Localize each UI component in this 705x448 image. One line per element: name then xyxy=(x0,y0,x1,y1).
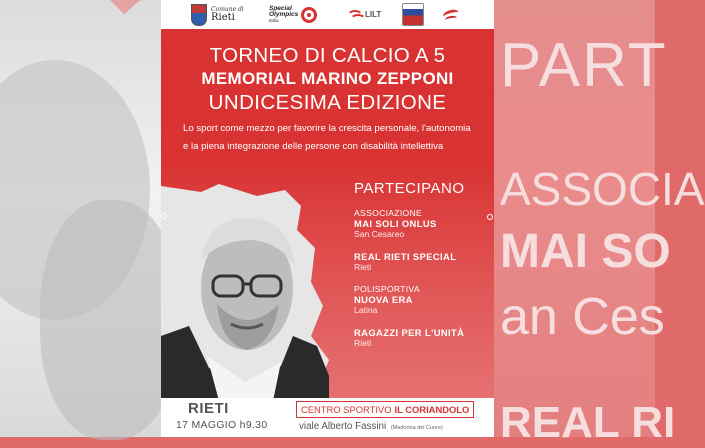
wing-logo xyxy=(443,3,461,26)
lilt-logo xyxy=(347,3,381,26)
participant-name: MAI SOLI ONLUS xyxy=(354,218,437,229)
special-text: Special xyxy=(269,4,292,12)
venue-name: IL CORIANDOLO xyxy=(394,404,470,415)
participant-prefix: ASSOCIAZIONE xyxy=(354,208,423,218)
subtitle-line: Lo sport come mezzo per favorire la crescita personale, l'autonomia xyxy=(183,123,471,134)
association-badge-logo xyxy=(402,3,424,26)
poster-title-line2: MEMORIAL MARINO ZEPPONI xyxy=(201,69,454,88)
background-left-blur xyxy=(0,0,161,437)
coat-of-arms-icon xyxy=(191,4,207,26)
special-olympics-logo xyxy=(269,3,317,26)
participants-heading: PARTECIPANO xyxy=(354,180,465,197)
blur-text: ASSOCIA xyxy=(500,163,705,215)
address-note: (Madonna del Cuore) xyxy=(390,425,443,431)
shield-badge-icon xyxy=(402,3,424,26)
blur-shape xyxy=(40,200,180,440)
decorative-dot xyxy=(161,213,167,219)
wing-icon xyxy=(443,8,461,22)
sponsor-logo-bar xyxy=(161,0,494,29)
event-city: RIETI xyxy=(188,400,229,417)
comune-name: Rieti xyxy=(211,11,235,23)
venue-address xyxy=(299,421,443,432)
participant-item xyxy=(354,208,489,240)
memorial-portrait-photo xyxy=(161,186,329,401)
poster-subtitle xyxy=(183,120,483,156)
blur-text: MAI SO xyxy=(500,225,671,278)
blur-text: REAL RI xyxy=(500,398,676,447)
event-poster xyxy=(161,0,494,437)
venue-prefix: CENTRO SPORTIVO xyxy=(301,404,392,415)
italia-text: Italia xyxy=(269,17,279,23)
comune-small-text: Comune di xyxy=(211,5,244,13)
participant-city: Rieti xyxy=(354,262,372,272)
participant-item xyxy=(354,284,489,316)
event-date-time: 17 MAGGIO h9.30 xyxy=(176,419,268,431)
participant-city: San Cesareo xyxy=(354,229,405,239)
comune-rieti-logo xyxy=(191,3,244,26)
lilt-text: LILT xyxy=(365,10,382,19)
venue-box xyxy=(296,401,474,418)
participant-item xyxy=(354,251,489,273)
special-olympics-icon xyxy=(301,7,317,23)
participants-list xyxy=(354,208,489,360)
address-street: viale Alberto Fassini xyxy=(299,421,387,432)
participant-prefix: POLISPORTIVA xyxy=(354,284,420,294)
participant-item xyxy=(354,327,489,349)
poster-footer xyxy=(161,398,494,437)
participant-city: Rieti xyxy=(354,338,372,348)
poster-title-line3: UNDICESIMA EDIZIONE xyxy=(208,91,447,114)
lilt-wave-icon xyxy=(347,8,363,22)
participant-name: RAGAZZI PER L'UNITÀ xyxy=(354,327,465,338)
participant-name: NUOVA ERA xyxy=(354,294,413,305)
blur-text: an Ces xyxy=(500,288,665,346)
participant-city: Latina xyxy=(354,305,378,315)
background-right-blur xyxy=(494,0,705,447)
olympics-text: Olympics xyxy=(269,11,299,19)
participant-name: REAL RIETI SPECIAL xyxy=(354,251,457,262)
poster-title-line1: TORNEO DI CALCIO A 5 xyxy=(209,44,446,67)
blur-text: PART xyxy=(500,31,668,100)
subtitle-line: e la piena integrazione delle persone con disabilità intellettiva xyxy=(183,141,444,152)
